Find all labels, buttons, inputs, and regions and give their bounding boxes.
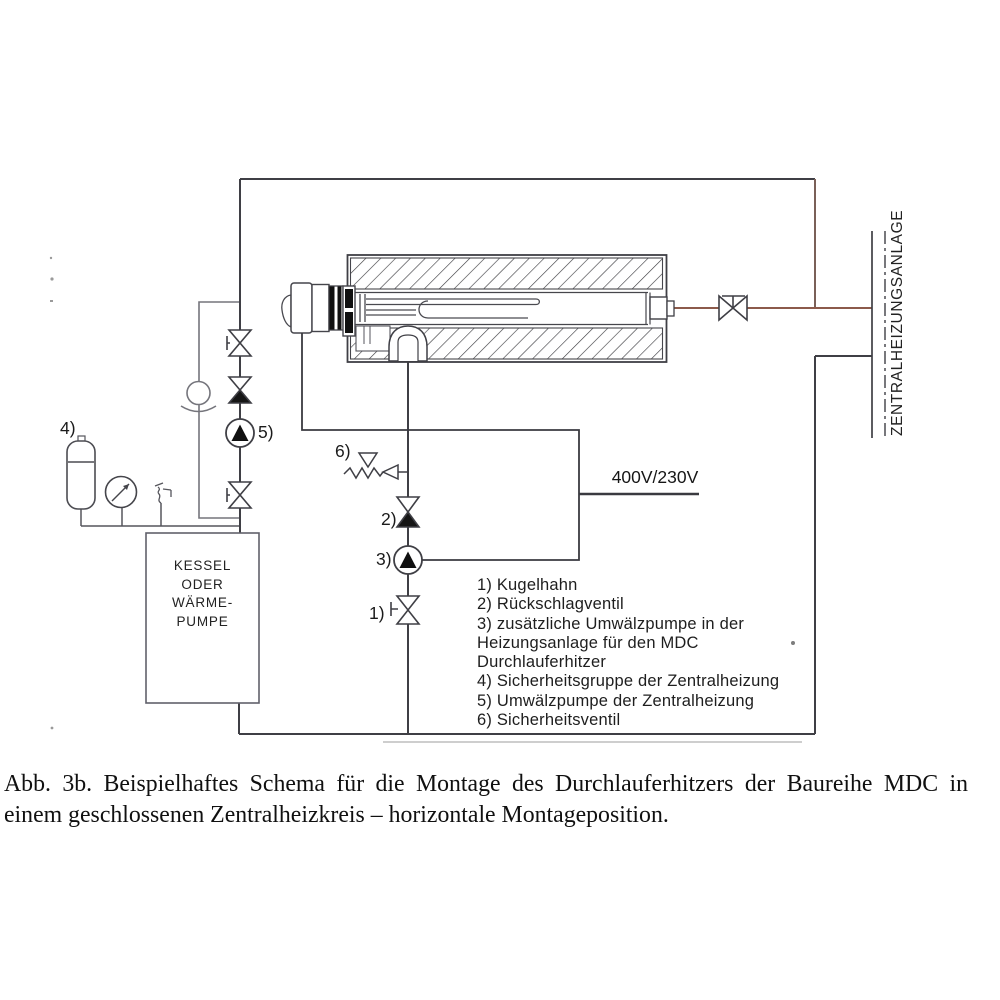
marker-4: 4) [60, 418, 76, 438]
boiler-label [146, 557, 259, 631]
safety-group-manifold [81, 503, 240, 526]
voltage-label: 400V/230V [611, 467, 699, 487]
ball-valve-left-lower [227, 482, 251, 508]
heater-unit [282, 255, 674, 362]
electrical-wiring [302, 333, 699, 560]
legend-line: 3) zusätzliche Umwälzpumpe in der [477, 614, 745, 633]
ball-valve-left-upper [227, 330, 251, 356]
ball-valve-1 [391, 596, 419, 624]
marker-5: 5) [258, 422, 274, 442]
legend-line: Heizungsanlage für den MDC [477, 633, 699, 652]
check-valve-left [229, 377, 251, 403]
legend-line: 4) Sicherheitsgruppe der Zentralheizung [477, 672, 780, 691]
boiler-label-line: PUMPE [176, 613, 229, 629]
safety-valve-6 [344, 453, 408, 479]
check-valve-2 [397, 497, 419, 527]
pump-3 [394, 546, 422, 574]
central-heating-label: ZENTRALHEIZUNGSANLAGE [889, 209, 906, 436]
expansion-vessel [67, 436, 95, 509]
pressure-gauge [106, 477, 137, 508]
legend-line: 5) Umwälzpumpe der Zentralheizung [477, 691, 755, 710]
legend [477, 576, 779, 730]
heater-insulation-top [351, 258, 663, 289]
central-heating-boundary [872, 231, 885, 438]
legend-line: Durchlauferhitzer [477, 653, 607, 672]
caption-line-2: einem geschlossenen Zentralheizkreis – horizontale Montageposition. [4, 801, 669, 828]
marker-2: 2) [381, 509, 397, 529]
legend-line: 6) Sicherheitsventil [477, 711, 621, 730]
heater-outlet-dome [389, 326, 427, 361]
boiler-label-line: ODER [181, 576, 224, 592]
heater-sensor-pocket [356, 326, 390, 351]
boiler-label-line: KESSEL [173, 558, 232, 573]
figure-caption [4, 769, 968, 830]
marker-6: 6) [335, 441, 351, 461]
drain-valve [155, 483, 171, 503]
marker-3: 3) [376, 549, 392, 569]
legend-line: 1) Kugelhahn [477, 576, 578, 594]
boiler-label-line: WÄRME- [171, 595, 234, 610]
supply-ball-valve [719, 296, 747, 320]
legend-line: 2) Rückschlagventil [477, 595, 624, 614]
caption-line-1: Abb. 3b. Beispielhaftes Schema für die Montage des Durchlauferhitzers der Baureihe MDC in [4, 771, 968, 797]
heater-connection-head [282, 283, 355, 336]
marker-1: 1) [369, 603, 385, 623]
pump-5 [226, 419, 254, 447]
